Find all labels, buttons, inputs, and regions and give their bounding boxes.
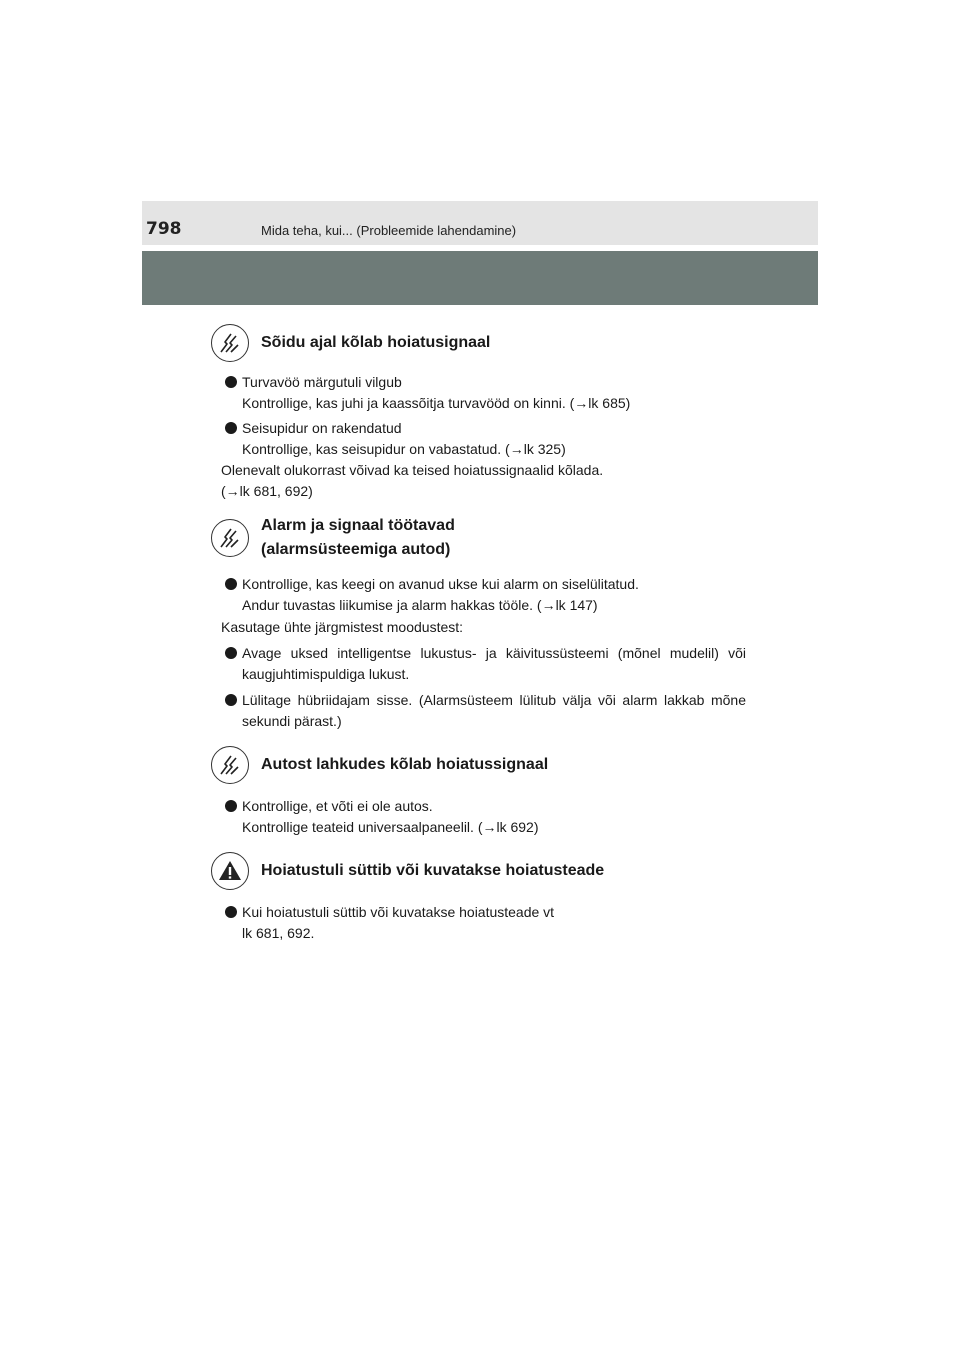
note-text: Olenevalt olukorrast võivad ka teised hoiatussignaalid kõlada. (→lk 681, 692) <box>221 462 604 499</box>
bullet-icon <box>225 906 237 918</box>
list-item: Kontrollige, kas keegi on avanud ukse kui alarm on siselülitatud. Andur tuvastas liikumise ja alarm hakkas tööle. (→lk 147) <box>211 574 746 616</box>
section-heading <box>211 852 746 892</box>
section-heading <box>211 746 746 786</box>
bullet-icon <box>225 694 237 706</box>
list-item: Kui hoiatustuli süttib või kuvatakse hoiatusteade vt lk 681, 692. <box>211 902 746 944</box>
sound-warning-icon <box>211 746 249 784</box>
intro-text: Kasutage ühte järgmistest moodustest: <box>221 619 464 635</box>
bullet-icon <box>225 376 237 388</box>
page-number: 798 <box>146 219 182 239</box>
section-heading <box>211 322 746 362</box>
page-header <box>142 201 818 245</box>
exclamation-warning-icon <box>211 852 249 890</box>
bullet-icon <box>225 800 237 812</box>
section-title: Sõidu ajal kõlab hoiatusignaal <box>261 334 491 351</box>
running-title: Mida teha, kui... (Probleemide lahendamine) <box>261 223 517 238</box>
list-item: Avage uksed intelligentse lukustus- ja käivitussüsteemi (mõnel mudelil) või kaugjuhtimispuldiga lukust. <box>211 643 746 685</box>
list-item: Kontrollige, et võti ei ole autos. Kontrollige teateid universaalpaneelil. (→lk 692) <box>211 796 746 838</box>
sound-warning-icon <box>211 519 249 557</box>
section-title: (alarmsüsteemiga autod) <box>261 541 451 558</box>
section-title: Alarm ja signaal töötavad <box>261 517 455 534</box>
bullet-icon <box>225 422 237 434</box>
sound-warning-icon <box>211 324 249 362</box>
section-title: Hoiatustuli süttib või kuvatakse hoiatusteade <box>261 862 605 879</box>
bullet-icon <box>225 647 237 659</box>
section-title: Autost lahkudes kõlab hoiatussignaal <box>261 756 549 773</box>
list-item: Lülitage hübriidajam sisse. (Alarmsüsteem lülitub välja või alarm lakkab mõne sekundi pärast.) <box>211 690 746 732</box>
section-band <box>142 251 818 305</box>
list-item: Seisupidur on rakendatud Kontrollige, kas seisupidur on vabastatud. (→lk 325) <box>211 418 746 460</box>
bullet-icon <box>225 578 237 590</box>
section-heading <box>211 514 746 562</box>
list-item: Turvavöö märgutuli vilgub Kontrollige, kas juhi ja kaassõitja turvavööd on kinni. (→lk 685) <box>211 372 746 414</box>
content <box>211 322 746 944</box>
